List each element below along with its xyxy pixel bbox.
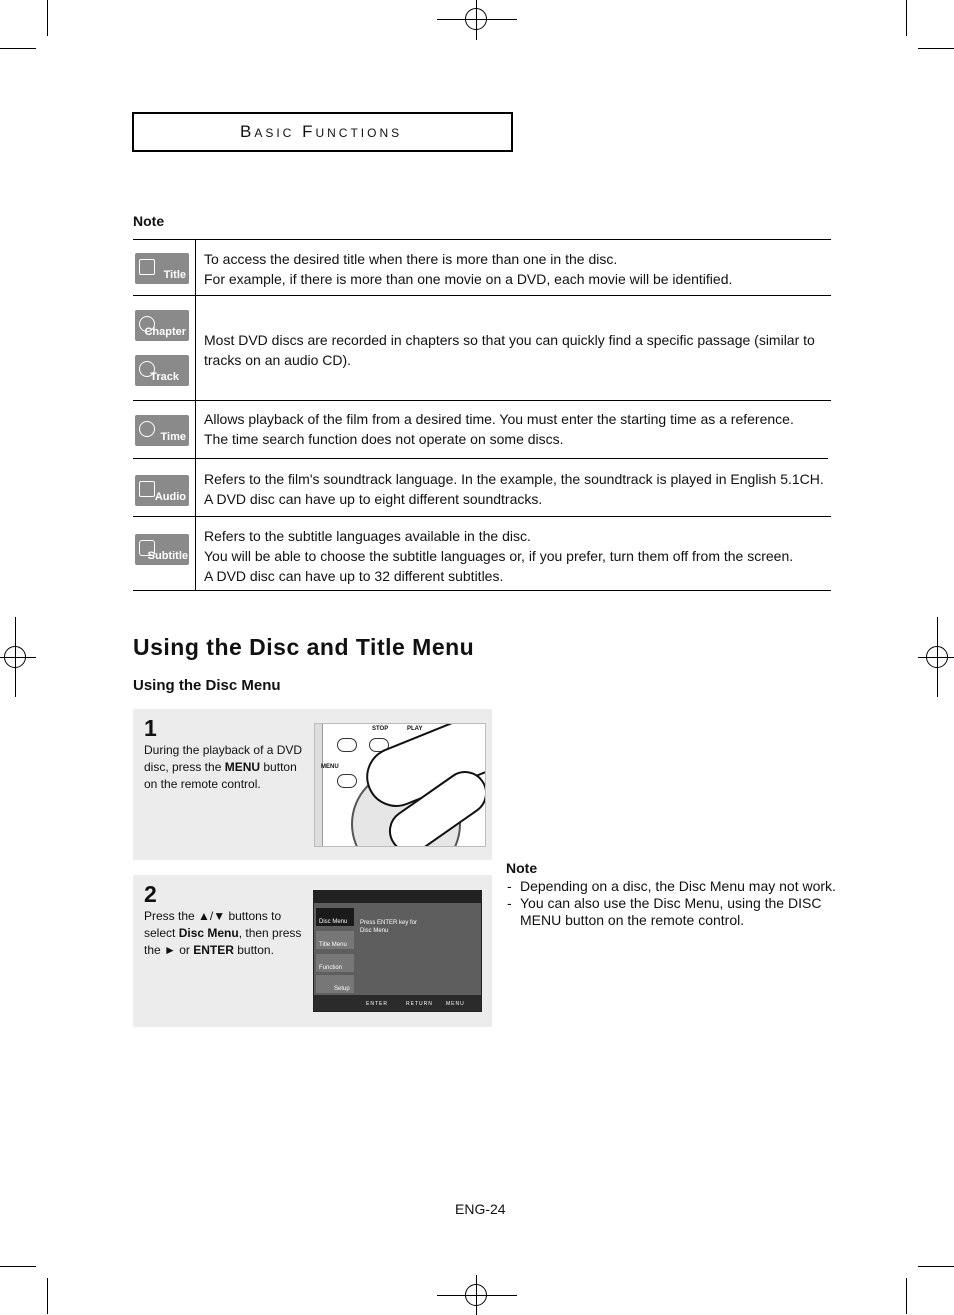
step-number: 2 (144, 881, 157, 907)
step-description: Press the ▲/▼ buttons to select Disc Menu, then press the ► or ENTER button. (144, 909, 302, 957)
note-text-line: The time search function does not operate on some discs. (204, 431, 564, 447)
note-row-audio (133, 459, 831, 517)
step-description: During the playback of a DVD disc, press the MENU button on the remote control. (144, 743, 303, 791)
note-text-line: Refers to the film's soundtrack language. In the example, the soundtrack is played in English 5.1CH. (204, 471, 824, 487)
note-row-subtitle (133, 517, 831, 591)
step-number: 1 (144, 715, 157, 741)
note-text-line: You will be able to choose the subtitle languages or, if you prefer, turn them off from the screen. (204, 548, 794, 564)
note-text-line: Most DVD discs are recorded in chapters so that you can quickly find a specific passage (similar to (204, 332, 815, 348)
crop-mark (0, 1266, 36, 1267)
crop-mark (0, 48, 36, 49)
crop-mark (918, 1266, 954, 1267)
menu-item-function: Function (316, 954, 354, 972)
page-number: ENG-24 (455, 1201, 506, 1217)
skip-back-icon (337, 738, 357, 752)
note-table (133, 239, 831, 584)
stop-label: STOP (372, 726, 389, 732)
subtitle-icon: Subtitle (135, 534, 189, 565)
registration-mark (465, 8, 487, 30)
registration-mark (4, 646, 26, 668)
crop-mark (906, 0, 907, 36)
side-note-title: Note (506, 860, 538, 876)
side-note-item: - Depending on a disc, the Disc Menu may not work. (506, 878, 836, 895)
side-note-item: - You can also use the Disc Menu, using the DISC MENU button on the remote control. (506, 895, 836, 929)
note-text-line: Allows playback of the film from a desired time. You must enter the starting time as a reference. (204, 411, 794, 427)
note-text-line: A DVD disc can have up to 32 different subtitles. (204, 568, 504, 584)
note-title: Note (133, 213, 165, 229)
title-icon: Title (135, 253, 189, 284)
play-label: PLAY (407, 726, 423, 732)
screen-message: Press ENTER key for Disc Menu (360, 920, 418, 934)
section-header-title: Basic Functions (240, 122, 403, 141)
note-text-line: To access the desired title when there is more than one in the disc. (204, 251, 618, 267)
menu-button (337, 774, 357, 788)
menu-item-setup: Setup (316, 975, 354, 993)
step-1-panel (133, 709, 492, 860)
note-row-title (133, 240, 831, 296)
menu-label: MENU (321, 764, 339, 770)
track-icon: Track (135, 355, 189, 386)
menu-item-disc: Disc Menu (316, 908, 354, 926)
audio-icon: Audio (135, 475, 189, 506)
disc-menu-screen (313, 890, 482, 1012)
chapter-icon: Chapter (135, 310, 189, 341)
registration-mark (465, 1284, 487, 1306)
section-header-box (132, 112, 513, 152)
menu-item-title: Title Menu (316, 931, 354, 949)
section-title: Using the Disc and Title Menu (133, 634, 475, 660)
menu-hint: MENU (446, 1001, 465, 1007)
remote-control-illustration (314, 723, 486, 847)
enter-hint: ENTER (366, 1001, 388, 1007)
note-text-line: tracks on an audio CD). (204, 352, 352, 368)
crop-mark (906, 1278, 907, 1314)
note-text-line: A DVD disc can have up to eight different soundtracks. (204, 491, 543, 507)
note-text-line: For example, if there is more than one movie on a DVD, each movie will be identified. (204, 271, 733, 287)
registration-mark (926, 646, 948, 668)
time-icon: Time (135, 415, 189, 446)
crop-mark (47, 1278, 48, 1314)
crop-mark (918, 48, 954, 49)
note-text-line: Refers to the subtitle languages available in the disc. (204, 528, 531, 544)
note-row-chapter (133, 296, 831, 401)
side-note (506, 860, 836, 929)
return-hint: RETURN (406, 1001, 433, 1007)
note-row-time (133, 401, 828, 459)
crop-mark (47, 0, 48, 36)
subsection-title: Using the Disc Menu (133, 677, 281, 694)
step-2-panel (133, 875, 492, 1027)
